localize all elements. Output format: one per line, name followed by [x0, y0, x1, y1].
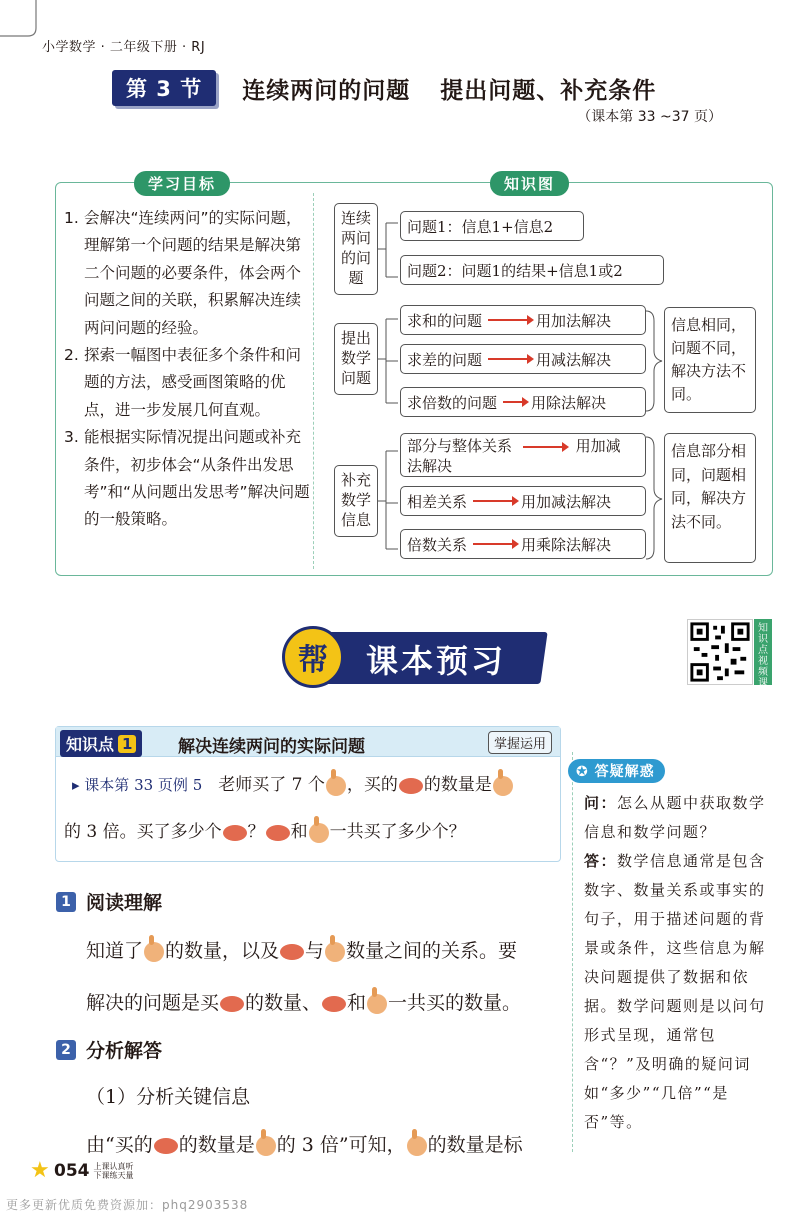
map-group-3-brace [378, 435, 400, 563]
map-group-1-brace [378, 211, 400, 289]
rabbit-toy-icon [144, 942, 164, 962]
red-arrow-icon [473, 500, 515, 502]
mastery-badge: 掌握运用 [488, 731, 552, 754]
rabbit-toy-icon [367, 994, 387, 1014]
section-title-2: 提出问题、补充条件 [440, 77, 657, 104]
red-arrow-icon [488, 319, 530, 321]
section-title-1: 连续两问的问题 [242, 77, 411, 104]
section-heading [112, 70, 656, 106]
map-group-3-note: 信息部分相同，问题相同，解决方法不同。 [664, 433, 756, 563]
map-group-2-title: 提出数学问题 [334, 323, 378, 395]
fish-toy-icon [322, 996, 346, 1012]
footer-slogan: 上课认真听 下课练天量 [93, 1162, 134, 1180]
map-group-2-row: 求倍数的问题 用除法解决 [400, 387, 646, 417]
fish-toy-icon [220, 996, 244, 1012]
map-group-2-row: 求和的问题 用加法解决 [400, 305, 646, 335]
objective-item: 1. 会解决“连续两问”的实际问题，理解第一个问题的结果是解决第二个问题的必要条件，体会两个问题之间的关联，积累解决连续两问问题的经验。 [64, 209, 302, 337]
qr-video-tag: 知识点视频课 [754, 619, 772, 685]
objectives-list [64, 205, 314, 534]
map-group-3-row: 倍数关系 用乘除法解决 [400, 529, 646, 559]
map-group-1-item: 问题1：信息1+信息2 [400, 211, 584, 241]
objectives-label: 学习目标 [134, 171, 230, 196]
qr-code-icon[interactable] [687, 619, 753, 685]
page-footer [30, 1160, 134, 1182]
knowledge-point-title: 解决连续两问的实际问题 [178, 737, 365, 757]
page-corner-mark [0, 0, 40, 40]
step-2-heading: 2 分析解答 [56, 1036, 162, 1063]
star-icon: ★ [30, 1158, 50, 1183]
map-group-1-item: 问题2：问题1的结果+信息1或2 [400, 255, 664, 285]
book-series-label: 小学数学 · 二年级下册 · RJ [42, 40, 206, 55]
preview-banner [282, 626, 544, 688]
red-arrow-icon [523, 446, 565, 448]
red-arrow-icon [488, 358, 530, 360]
step-2-subheading: （1）分析关键信息 [86, 1086, 251, 1108]
qa-divider [572, 752, 573, 1152]
knowledge-point-header [56, 727, 560, 757]
step-1-paragraph-line-2: 解决的问题是买 的数量、 和 一共买的数量。 [86, 992, 522, 1014]
section-badge: 第 3 节 [112, 70, 216, 106]
watermark-text: 更多更新优质免费资源加：phq2903538 [6, 1198, 249, 1212]
knowledge-point-box [55, 726, 561, 862]
rabbit-toy-icon [309, 823, 329, 843]
map-group-3-title: 补充数学信息 [334, 465, 378, 537]
rabbit-toy-icon [493, 776, 513, 796]
step-2-paragraph: 由“买的 的数量是 的 3 倍”可知， 的数量是标 [86, 1134, 523, 1156]
map-group-2-right-brace [646, 307, 664, 415]
fish-toy-icon [399, 778, 423, 794]
example-line-2: 的 3 倍。买了多少个 ？ 和 一共买了多少个？ [64, 822, 466, 842]
fish-toy-icon [154, 1138, 178, 1154]
rabbit-toy-icon [407, 1136, 427, 1156]
qa-content: 问：怎么从题中获取数学信息和数学问题？ 答：数学信息通常是包含数字、数量关系或事实的句子，用于描述问题的背景或条件，这些信息为解决问题提供了数据和依据。数学问题则是以问句形式呈现，通常包含“？”及明确的疑问词如“多少”“几倍”“是否”等。 [584, 794, 766, 1131]
example-reference: ▸ 课本第 33 页例 5 [72, 776, 203, 794]
gear-icon: ✪ [576, 764, 595, 780]
map-group-1-title: 连续两问的问题 [334, 203, 378, 295]
objectives-panel [55, 175, 773, 576]
banner-circle: 帮 [282, 626, 344, 688]
map-group-2-note: 信息相同，问题不同，解决方法不同。 [664, 307, 756, 413]
fish-toy-icon [280, 944, 304, 960]
map-group-2-brace [378, 307, 400, 413]
fish-toy-icon [223, 825, 247, 841]
knowledge-point-tag: 知识点 1 [60, 730, 142, 757]
step-1-paragraph-line-1: 知道了 的数量，以及 与 数量之间的关系。要 [86, 940, 518, 962]
rabbit-toy-icon [256, 1136, 276, 1156]
banner-title: 课本预习 [366, 642, 507, 680]
qa-label: ✪ 答疑解惑 [568, 759, 665, 783]
map-group-2-row: 求差的问题 用减法解决 [400, 344, 646, 374]
objective-item: 2. 探索一幅图中表征多个条件和问题的方法，感受画图策略的优点，进一步发展几何直观。 [64, 346, 302, 419]
page-number: 054 [54, 1161, 90, 1181]
textbook-page-ref: （课本第 33 ~37 页） [577, 109, 722, 125]
map-group-3-row: 部分与整体关系 用加减 法解决 [400, 433, 646, 477]
example-line-1: ▸ 课本第 33 页例 5 老师买了 7 个 ，买的 的数量是 [72, 770, 514, 796]
red-arrow-icon [473, 543, 515, 545]
objective-item: 3. 能根据实际情况提出问题或补充条件，初步体会“从条件出发思考”和“从问题出发思考”解决问题的一般策略。 [64, 428, 310, 529]
fish-toy-icon [266, 825, 290, 841]
step-1-heading: 1 阅读理解 [56, 888, 162, 915]
knowledge-map-label: 知识图 [490, 171, 569, 196]
red-arrow-icon [503, 401, 525, 403]
rabbit-toy-icon [326, 776, 346, 796]
map-group-3-right-brace [646, 433, 664, 563]
map-group-3-row: 相差关系 用加减法解决 [400, 486, 646, 516]
rabbit-toy-icon [325, 942, 345, 962]
